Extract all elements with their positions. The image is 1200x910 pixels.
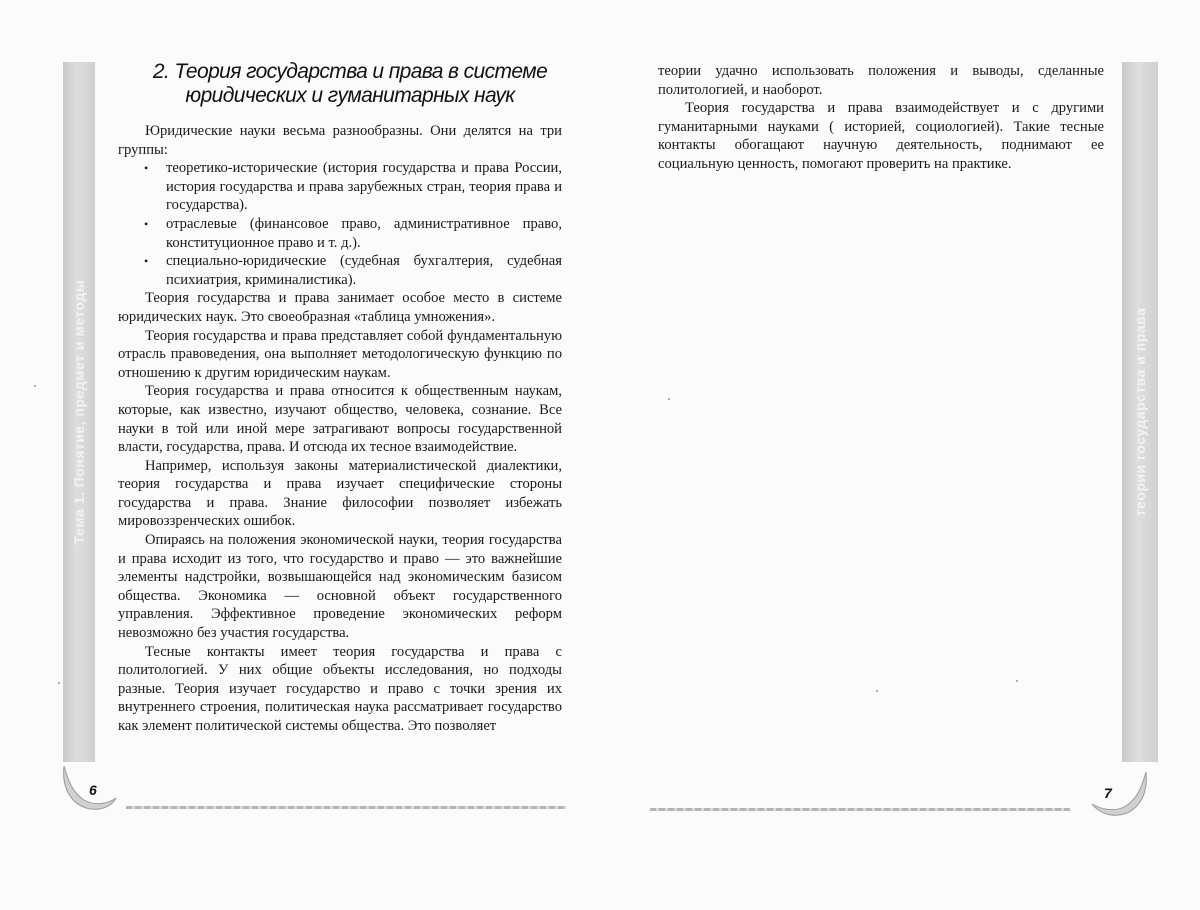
bullet-icon: • bbox=[144, 216, 149, 231]
body-paragraph: Теория государства и права взаимодействует и с другими гуманитарными науками ( историей, социологией). Такие тесные контакты обогащают научную деятельность, поднимают ее социальную ценность, помогают проверить на практике. bbox=[658, 100, 1104, 172]
science-groups-list bbox=[118, 159, 562, 289]
bullet-icon: • bbox=[144, 161, 149, 176]
right-running-title: теории государства и права bbox=[1132, 307, 1148, 517]
scan-speck bbox=[58, 682, 60, 684]
scan-speck bbox=[876, 690, 878, 692]
section-title-line-2: юридических и гуманитарных наук bbox=[185, 84, 515, 107]
scan-speck bbox=[1016, 680, 1018, 682]
continuation-paragraph: теории удачно использовать положения и выводы, сделанные политологией, и наоборот. bbox=[658, 63, 1104, 98]
body-paragraph: Тесные контакты имеет теория государства и права с политологией. У них общие объекты исследования, но подходы разные. Теория изучает государство и право с точки зрения их внутреннего строения, политическая наука рассматривает государство как элемент политической системы общества. Это позволяет bbox=[118, 643, 562, 734]
body-paragraph: Например, используя законы материалистической диалектики, теория государства и права изучает специфические стороны государства и права. Знание философии позволяет избежать мировоззренческих ошибок. bbox=[118, 457, 562, 530]
list-item-text: специально-юридические (судебная бухгалтерия, судебная психиатрия, криминалистика). bbox=[166, 253, 562, 288]
section-title-line-1: 2. Теория государства и права в системе bbox=[152, 60, 548, 83]
list-item-text: теоретико-исторические (история государства и права России, история государства и права зарубежных стран, теория права и государства). bbox=[166, 160, 562, 214]
left-page-number: 6 bbox=[89, 782, 97, 798]
right-page-number: 7 bbox=[1104, 785, 1112, 801]
right-side-tab bbox=[1122, 62, 1158, 762]
body-paragraph: Теория государства и права занимает особое место в системе юридических наук. Это своеобразная «таблица умножения». bbox=[118, 290, 562, 325]
list-item bbox=[118, 252, 562, 289]
left-running-title: Тема 1. Понятие, предмет и методы bbox=[71, 279, 87, 545]
bullet-icon: • bbox=[144, 254, 149, 269]
section-title bbox=[120, 60, 580, 108]
list-item-text: отраслевые (финансовое право, административное право, конституционное право и т. д.). bbox=[166, 215, 562, 251]
right-page-swirl-icon bbox=[1088, 768, 1150, 820]
scan-speck bbox=[668, 398, 670, 400]
scan-speck bbox=[34, 385, 36, 387]
left-text-column bbox=[118, 122, 562, 736]
body-paragraph: Опираясь на положения экономической науки, теория государства и права исходит из того, что государство и право — это важнейшие элементы надстройки, возвышающейся над экономическим базисом общества. Экономика — основной объект государственного управления. Эффективное проведение экономических реформ невозможно без участия государства. bbox=[118, 532, 562, 642]
list-item bbox=[118, 159, 562, 215]
body-paragraph: Теория государства и права относится к общественным наукам, которые, как известно, изучают общество, человека, сознание. Все науки в той или иной мере затрагивают вопросы государственной власти, государства, права. И отсюда их тесное взаимодействие. bbox=[118, 383, 562, 456]
left-bottom-rule bbox=[126, 806, 566, 809]
right-text-column bbox=[658, 62, 1104, 174]
body-paragraph: Теория государства и права представляет собой фундаментальную отрасль правоведения, она выполняет методологическую функцию по отношению к другим юридическим наукам. bbox=[118, 327, 562, 381]
right-bottom-rule bbox=[650, 808, 1070, 811]
intro-paragraph: Юридические науки весьма разнообразны. Они делятся на три группы: bbox=[118, 123, 562, 158]
left-side-tab bbox=[63, 62, 95, 762]
list-item bbox=[118, 215, 562, 252]
